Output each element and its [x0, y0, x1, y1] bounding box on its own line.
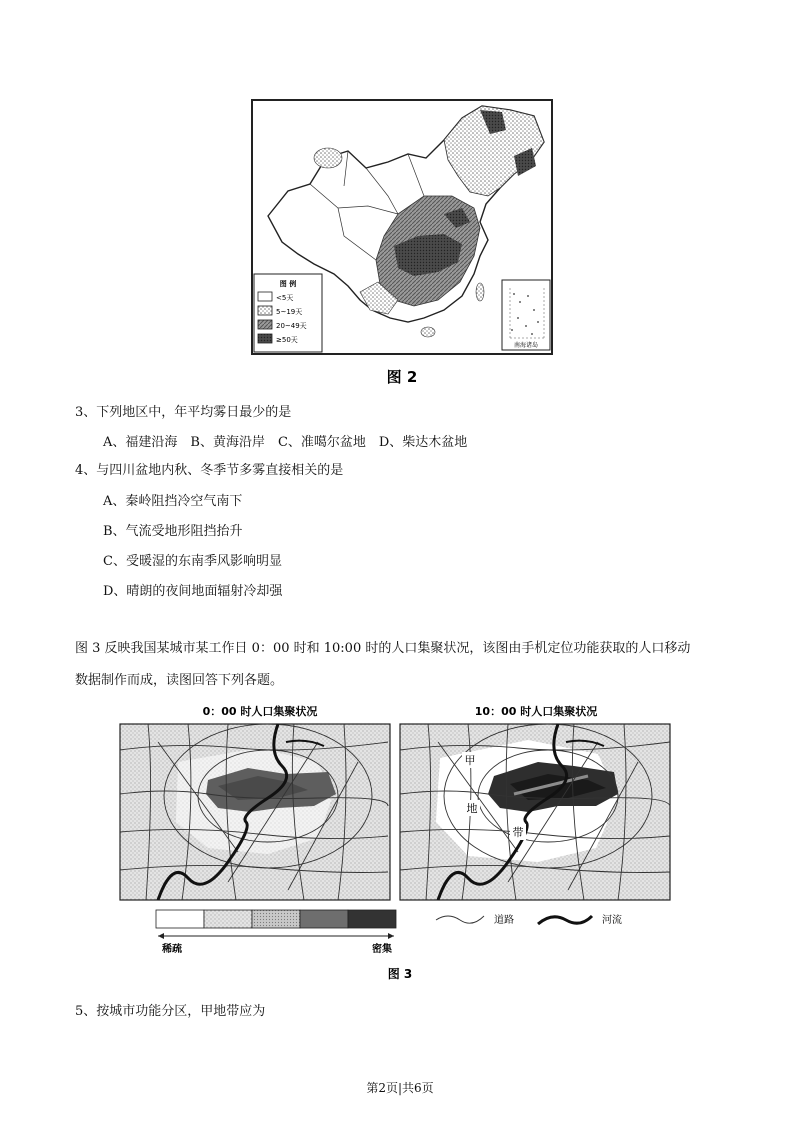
question-4-option-b: B、气流受地形阻挡抬升 [103, 524, 243, 539]
density-scale [156, 910, 396, 955]
figure-3-caption: 图 3 [387, 967, 413, 981]
left-map-title: 0：00 时人口集聚状况 [202, 705, 318, 718]
map-1000 [400, 724, 670, 900]
figure-3 [118, 702, 688, 988]
legend-item-20-49 [258, 320, 307, 330]
question-4-option-d: D、晴朗的夜间地面辐射冷却强 [103, 584, 283, 599]
question-4-option-a: A、秦岭阻挡冷空气南下 [103, 494, 243, 509]
figure-3-intro-line-1: 图 3 反映我国某城市某工作日 0：00 时和 10:00 时的人口集聚状况，该图由手机定位功能获取的人口移动 [75, 641, 691, 656]
page-number: 第2页|共6页 [366, 1081, 434, 1095]
map-0000 [120, 724, 390, 900]
svg-text:≥50天: ≥50天 [276, 336, 298, 344]
svg-text:河流: 河流 [602, 915, 622, 926]
question-3-stem: 3、下列地区中，年平均雾日最少的是 [75, 405, 292, 420]
population-maps [118, 702, 688, 988]
right-map-title: 10：00 时人口集聚状况 [474, 705, 598, 718]
label-dai: 带 [512, 826, 524, 839]
question-3-options: A、福建沿海 B、黄海沿岸 C、准噶尔盆地 D、柴达木盆地 [103, 435, 468, 450]
question-4-stem: 4、与四川盆地内秋、冬季节多雾直接相关的是 [75, 463, 344, 478]
legend-item-ge50 [258, 334, 298, 344]
figure-2 [248, 96, 556, 392]
figure-3-intro-line-2: 数据制作而成，读图回答下列各题。 [75, 673, 284, 688]
south-china-sea-inset-label: 南海诸岛 [513, 342, 539, 349]
svg-text:5~19天: 5~19天 [276, 308, 303, 316]
label-di: 地 [466, 802, 478, 815]
road-legend [436, 913, 514, 926]
question-4-option-c: C、受暖湿的东南季风影响明显 [103, 554, 282, 569]
river-legend [538, 913, 622, 926]
label-jia: 甲 [464, 754, 476, 767]
scale-dense-label: 密集 [372, 944, 392, 955]
china-fog-map [248, 96, 556, 392]
legend-item-5-19 [258, 306, 302, 316]
scale-sparse-label: 稀疏 [162, 944, 182, 955]
legend-item-lt5 [258, 292, 293, 302]
figure-2-caption: 图 2 [386, 368, 418, 386]
legend-title: 图 例 [279, 280, 297, 288]
svg-text:<5天: <5天 [276, 294, 294, 302]
svg-text:20~49天: 20~49天 [276, 322, 307, 330]
svg-text:道路: 道路 [494, 915, 514, 926]
question-5-stem: 5、按城市功能分区，甲地带应为 [75, 1004, 266, 1019]
